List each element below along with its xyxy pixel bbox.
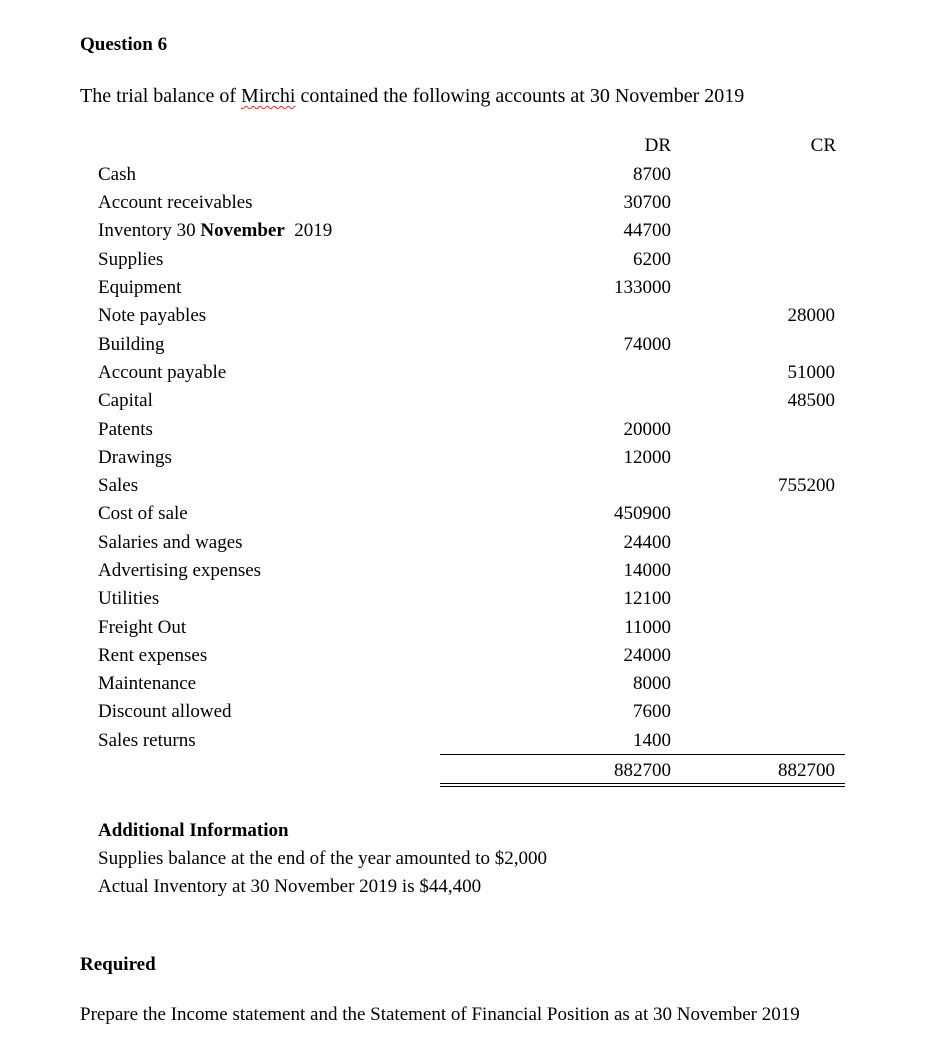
table-row (98, 220, 848, 244)
table-row (98, 419, 848, 443)
question-title: Question 6 (80, 34, 168, 55)
dr-value: 24400 (623, 532, 671, 553)
account-label: Maintenance (98, 673, 197, 694)
cr-value: 28000 (787, 305, 835, 326)
required-heading: Required (80, 954, 156, 975)
table-row (98, 617, 848, 641)
dr-value: 8000 (633, 673, 671, 694)
table-row (98, 532, 848, 556)
dr-value: 74000 (623, 334, 671, 355)
account-label: Cash (98, 164, 136, 185)
table-row (98, 334, 848, 358)
table-row (98, 645, 848, 669)
company-name: Mirchi (241, 85, 296, 107)
table-row (98, 673, 848, 697)
account-label: Rent expenses (98, 645, 208, 666)
intro-text-start: The trial balance of (80, 85, 242, 107)
table-row (98, 503, 848, 527)
account-label: Supplies (98, 249, 164, 270)
account-label: Capital (98, 390, 153, 411)
question-intro (80, 85, 744, 108)
total-top-rule (440, 754, 845, 755)
table-row (98, 701, 848, 725)
table-row (98, 447, 848, 471)
total-double-rule-lower (440, 786, 845, 787)
table-row (98, 164, 848, 188)
dr-value: 450900 (614, 503, 671, 524)
account-label: Cost of sale (98, 503, 188, 524)
additional-info-heading: Additional Information (98, 820, 289, 841)
dr-value: 30700 (623, 192, 671, 213)
table-row (98, 730, 848, 754)
account-label-prefix: Inventory 30 (98, 220, 201, 241)
account-label: Patents (98, 419, 153, 440)
total-dr-value: 882700 (614, 760, 671, 781)
account-label: Sales (98, 475, 139, 496)
dr-value: 7600 (633, 701, 671, 722)
dr-value: 12100 (623, 588, 671, 609)
required-text: Prepare the Income statement and the Statement of Financial Position as at 30 November 2019 (80, 1004, 800, 1025)
dr-value: 12000 (623, 447, 671, 468)
cr-value: 48500 (787, 390, 835, 411)
cr-value: 755200 (778, 475, 835, 496)
table-row (98, 362, 848, 386)
cr-column-header: CR (810, 135, 836, 156)
account-label: Note payables (98, 305, 207, 326)
account-label (98, 220, 332, 242)
table-row (98, 192, 848, 216)
account-label: Discount allowed (98, 701, 232, 722)
dr-value: 44700 (623, 220, 671, 241)
account-label: Equipment (98, 277, 182, 298)
dr-column-header: DR (644, 135, 671, 156)
total-cr-value: 882700 (778, 760, 835, 781)
dr-value: 14000 (623, 560, 671, 581)
account-label-bold: November (200, 220, 285, 241)
additional-info-line: Actual Inventory at 30 November 2019 is $44,400 (98, 876, 482, 897)
account-label: Advertising expenses (98, 560, 262, 581)
account-label: Drawings (98, 447, 172, 468)
table-row (98, 390, 848, 414)
dr-value: 133000 (614, 277, 671, 298)
account-label: Utilities (98, 588, 160, 609)
dr-value: 20000 (623, 419, 671, 440)
dr-value: 24000 (623, 645, 671, 666)
account-label: Account receivables (98, 192, 253, 213)
table-row (98, 475, 848, 499)
dr-value: 1400 (633, 730, 671, 751)
account-label: Freight Out (98, 617, 187, 638)
account-label: Building (98, 334, 165, 355)
additional-info-line: Supplies balance at the end of the year amounted to $2,000 (98, 848, 548, 869)
account-label: Salaries and wages (98, 532, 243, 553)
table-row (98, 305, 848, 329)
account-label-suffix: 2019 (284, 220, 333, 241)
account-label: Account payable (98, 362, 227, 383)
dr-value: 11000 (624, 617, 671, 638)
dr-value: 6200 (633, 249, 671, 270)
table-row (98, 249, 848, 273)
table-row (98, 588, 848, 612)
dr-value: 8700 (633, 164, 671, 185)
total-double-rule-upper (440, 783, 845, 784)
table-row (98, 560, 848, 584)
account-label: Sales returns (98, 730, 196, 751)
intro-text-end: contained the following accounts at 30 November 2019 (295, 85, 745, 107)
cr-value: 51000 (787, 362, 835, 383)
table-row (98, 277, 848, 301)
